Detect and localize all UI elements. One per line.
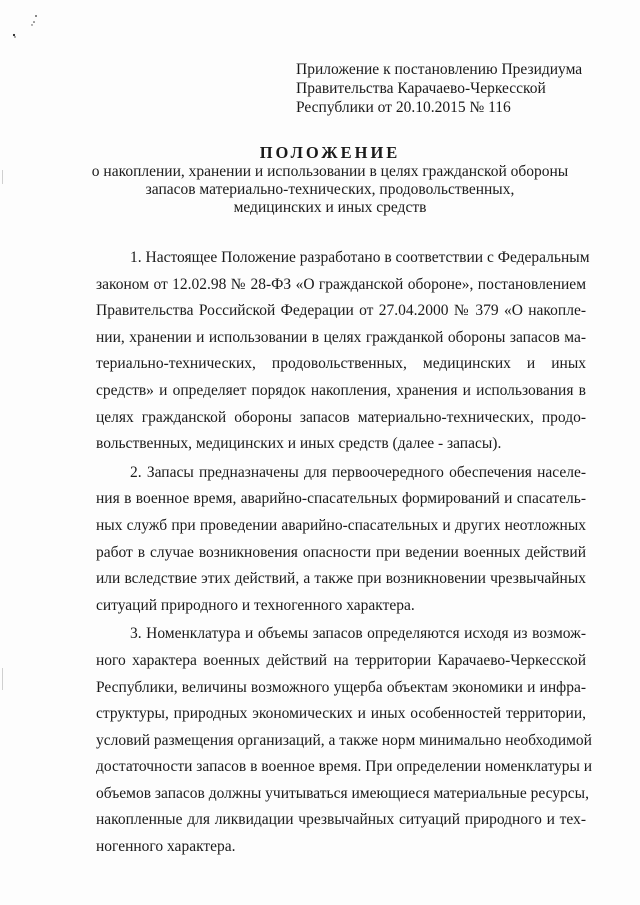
document-subtitle-line: медицинских и иных средств: [233, 199, 427, 216]
text-line: ного характера военных действий на территории Карачаево-Черкесской: [96, 651, 586, 669]
text-line: целях гражданской обороны запасов материально-технических, продо-: [96, 408, 586, 426]
attachment-line: Приложение к постановлению Президиума: [296, 61, 583, 78]
text-line: средств» и определяет порядок накопления, хранения и использования в: [96, 381, 586, 399]
text-line: Правительства Российской Федерации от 27.04.2000 № 379 «О накопле-: [96, 302, 586, 320]
scan-specks-decoration: [8, 8, 48, 48]
document-body: [96, 245, 593, 861]
document-subtitle-line: запасов материально-технических, продовольственных,: [145, 181, 515, 198]
scan-edge-mark: [2, 668, 3, 690]
text-line: вольственных, медицинских и иных средств (далее - запасы).: [96, 435, 502, 453]
paragraph-1: [96, 245, 590, 458]
text-line: работ в случае возникновения опасности при ведении военных действий: [96, 543, 586, 561]
attachment-line: Республики от 20.10.2015 № 116: [296, 99, 511, 116]
scan-edge-mark: [2, 170, 3, 184]
text-line: 1. Настоящее Положение разработано в соответствии с Федеральным: [130, 249, 590, 266]
document-title-block: [60, 144, 600, 217]
paragraph-3: [96, 621, 593, 860]
text-line: ния в военное время, аварийно-спасательных формирований и спасатель-: [96, 490, 586, 508]
attachment-line: Правительства Карачаево-Черкесской: [296, 80, 546, 97]
text-line: 2. Запасы предназначены для первоочередного обеспечения населе-: [130, 463, 586, 481]
text-line: нии, хранении и использовании в целях гражданкой обороны запасов ма-: [96, 328, 586, 346]
attachment-note: [296, 60, 616, 117]
text-line: законом от 12.02.98 № 28-ФЗ «О гражданской обороне», постановлением: [96, 275, 586, 293]
text-line: ногенного характера.: [96, 838, 236, 856]
text-line: ситуаций природного и техногенного характера.: [96, 596, 415, 614]
text-line: накопленные для ликвидации чрезвычайных ситуаций природного и тех-: [96, 811, 586, 829]
document-subtitle-line: о накоплении, хранении и использовании в целях гражданской обороны: [91, 163, 569, 180]
text-line: достаточности запасов в военное время. При определении номенклатуры и: [96, 758, 593, 776]
text-line: териально-технических, продовольственных, медицинских и иных: [96, 355, 586, 373]
document-heading: ПОЛОЖЕНИЕ: [259, 143, 401, 162]
text-line: условий размещения организаций, а также норм минимально необходимой: [96, 731, 592, 749]
text-line: объемов запасов должны учитываться имеющиеся материальные ресурсы,: [96, 784, 589, 802]
text-line: Республики, величины возможного ущерба объектам экономики и инфра-: [96, 678, 586, 696]
text-line: или вследствие этих действий, а также при возникновении чрезвычайных: [96, 570, 586, 588]
text-line: 3. Номенклатура и объемы запасов определяются исходя из возмож-: [130, 625, 586, 643]
text-line: структуры, природных экономических и иных особенностей территории,: [96, 705, 586, 723]
text-line: ных служб при проведении аварийно-спасательных и других неотложных: [96, 516, 586, 534]
paragraph-2: [96, 460, 586, 620]
